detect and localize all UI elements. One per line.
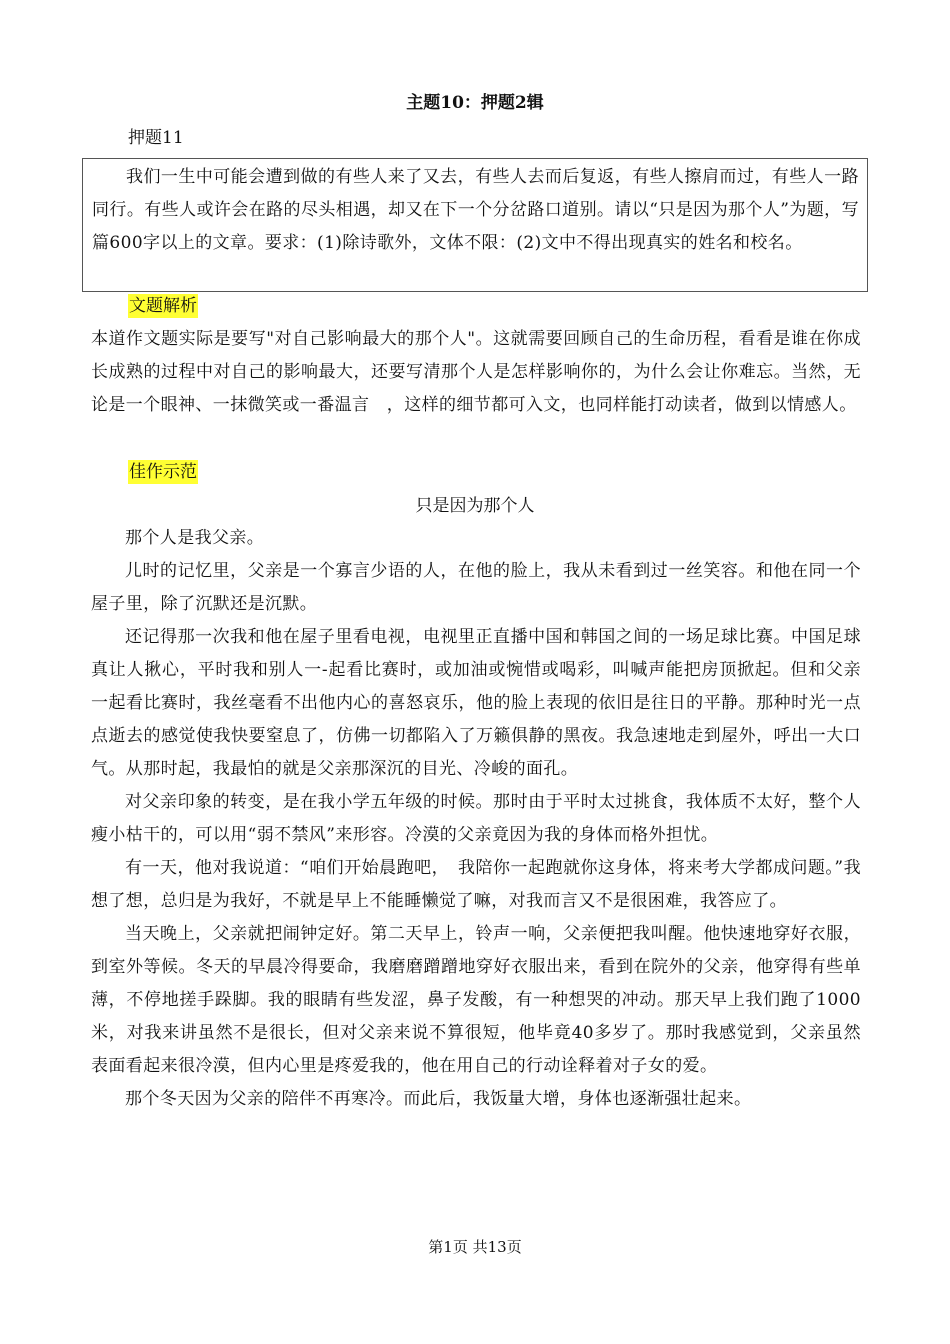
page-number: 第1页 共13页	[428, 1238, 522, 1256]
document-title: 主题10：押题2辑	[406, 93, 544, 113]
essay-body	[91, 522, 861, 1116]
analysis-section	[91, 323, 861, 422]
prompt-box	[82, 158, 868, 292]
essay-paragraph: 那个冬天因为父亲的陪伴不再寒冷。而此后，我饭量大增，身体也逐渐强壮起来。	[125, 1089, 752, 1109]
analysis-heading: 文题解析	[129, 296, 197, 316]
essay-title: 只是因为那个人	[415, 496, 535, 516]
essay-paragraph: 那个人是我父亲。	[125, 528, 265, 548]
analysis-text: 本道作文题实际是要写"对自己影响最大的那个人"。这就需要回顾自己的生命历程，看看是谁在你成长成熟的过程中对自己的影响最大，还要写清那个人是怎样影响你的，为什么会让你难忘。当然，无论是一个眼神、一抹微笑或一番温言 ，这样的细节都可入文，也同样能打动读者，做到以情感人。	[91, 329, 861, 415]
essay-paragraph: 有一天，他对我说道：“咱们开始晨跑吧， 我陪你一起跑就你这身体，将来考大学都成问题。”我想了想，总归是为我好，不就是早上不能睡懒觉了嘛，对我而言又不是很困难，我答应了。	[91, 858, 861, 911]
essay-paragraph: 当天晚上，父亲就把闹钟定好。第二天早上，铃声一响，父亲便把我叫醒。他快速地穿好衣服，到室外等候。冬天的早晨冷得要命，我磨磨蹭蹭地穿好衣服出来，看到在院外的父亲，他穿得有些单薄，不停地搓手跺脚。我的眼睛有些发涩，鼻子发酸，有一种想哭的冲动。那天早上我们跑了1000米，对我来讲虽然不是很长，但对父亲来说不算很短，他毕竟40多岁了。那时我感觉到，父亲虽然表面看起来很冷漠，但内心里是疼爱我的，他在用自己的行动诠释着对子女的爱。	[91, 924, 861, 1076]
essay-paragraph: 还记得那一次我和他在屋子里看电视，电视里正直播中国和韩国之间的一场足球比赛。中国足球真让人揪心，平时我和别人一-起看比赛时，或加油或惋惜或喝彩，叫喊声能把房顶掀起。但和父亲一起看比赛时，我丝毫看不出他内心的喜怒哀乐，他的脸上表现的依旧是往日的平静。那种时光一点点逝去的感觉使我快要窒息了，仿佛一切都陷入了万籁俱静的黑夜。我急速地走到屋外，呼出一大口气。从那时起，我最怕的就是父亲那深沉的目光、冷峻的面孔。	[91, 627, 861, 779]
essay-paragraph: 儿时的记忆里，父亲是一个寡言少语的人，在他的脸上，我从未看到过一丝笑容。和他在同一个屋子里，除了沉默还是沉默。	[91, 561, 861, 614]
essay-paragraph: 对父亲印象的转变，是在我小学五年级的时候。那时由于平时太过挑食，我体质不太好，整个人瘦小枯干的，可以用“弱不禁风”来形容。冷漠的父亲竟因为我的身体而格外担忧。	[91, 792, 861, 845]
prompt-text: 我们一生中可能会遭到做的有些人来了又去，有些人去而后复返，有些人擦肩而过，有些人一路同行。有些人或许会在路的尽头相遇，却又在下一个分岔路口道别。请以“只是因为那个人”为题，写篇600字以上的文章。要求：(1)除诗歌外，文体不限：(2)文中不得出现真实的姓名和校名。	[92, 167, 859, 253]
prompt-label: 押题11	[128, 128, 184, 148]
example-heading: 佳作示范	[129, 462, 197, 482]
